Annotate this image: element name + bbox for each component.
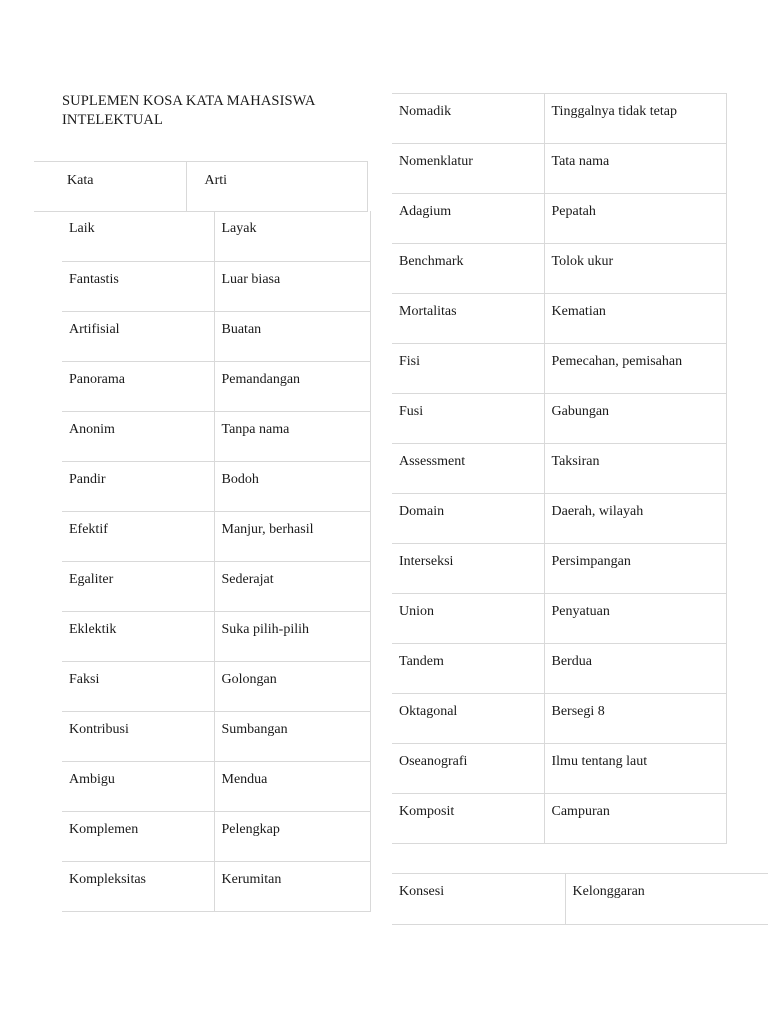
word-cell: Mortalitas [392,294,544,344]
word-cell: Fusi [392,394,544,444]
word-cell: Laik [62,211,214,261]
table-row [392,594,726,644]
table-row [62,661,370,711]
word-cell: Fantastis [62,261,214,311]
meaning-cell: Manjur, berhasil [214,511,370,561]
table-row [62,311,370,361]
table-row [392,794,726,844]
table-row [62,811,370,861]
table-row [392,394,726,444]
word-cell: Assessment [392,444,544,494]
meaning-cell: Pepatah [544,194,726,244]
word-cell: Kompleksitas [62,861,214,911]
word-cell: Artifisial [62,311,214,361]
meaning-cell: Luar biasa [214,261,370,311]
word-cell: Panorama [62,361,214,411]
table-row [62,361,370,411]
meaning-cell: Mendua [214,761,370,811]
meaning-cell: Gabungan [544,394,726,444]
word-cell: Interseksi [392,544,544,594]
header-row [34,162,367,212]
table-row [392,874,768,925]
table-row [62,611,370,661]
table-row [392,644,726,694]
word-cell: Nomenklatur [392,144,544,194]
word-cell: Pandir [62,461,214,511]
header-arti: Arti [186,162,367,212]
word-cell: Ambigu [62,761,214,811]
table-row [392,94,726,144]
meaning-cell: Bodoh [214,461,370,511]
word-cell: Nomadik [392,94,544,144]
meaning-cell: Tata nama [544,144,726,194]
meaning-cell: Pelengkap [214,811,370,861]
meaning-cell: Tinggalnya tidak tetap [544,94,726,144]
word-cell: Fisi [392,344,544,394]
meaning-cell: Berdua [544,644,726,694]
header-table [34,161,368,212]
table-row [62,411,370,461]
meaning-cell: Taksiran [544,444,726,494]
meaning-cell: Sumbangan [214,711,370,761]
word-cell: Faksi [62,661,214,711]
word-cell: Komplemen [62,811,214,861]
table-row [392,744,726,794]
table-row [62,761,370,811]
meaning-cell: Ilmu tentang laut [544,744,726,794]
word-cell: Domain [392,494,544,544]
table-row [62,511,370,561]
table-row [392,544,726,594]
meaning-cell: Pemecahan, pemisahan [544,344,726,394]
meaning-cell: Golongan [214,661,370,711]
meaning-cell: Tanpa nama [214,411,370,461]
meaning-cell: Kelonggaran [565,874,768,925]
meaning-cell: Campuran [544,794,726,844]
word-cell: Efektif [62,511,214,561]
table-row [62,211,370,261]
table-row [62,461,370,511]
left-vocab-table [62,211,371,912]
word-cell: Konsesi [392,874,565,925]
meaning-cell: Sederajat [214,561,370,611]
word-cell: Oseanografi [392,744,544,794]
table-row [392,494,726,544]
word-cell: Egaliter [62,561,214,611]
meaning-cell: Buatan [214,311,370,361]
word-cell: Eklektik [62,611,214,661]
meaning-cell: Penyatuan [544,594,726,644]
word-cell: Oktagonal [392,694,544,744]
word-cell: Benchmark [392,244,544,294]
meaning-cell: Suka pilih-pilih [214,611,370,661]
meaning-cell: Bersegi 8 [544,694,726,744]
word-cell: Komposit [392,794,544,844]
table-row [392,694,726,744]
extra-vocab-table [392,873,768,925]
page-title: SUPLEMEN KOSA KATA MAHASISWA INTELEKTUAL [62,93,315,128]
word-cell: Adagium [392,194,544,244]
table-row [392,294,726,344]
meaning-cell: Persimpangan [544,544,726,594]
meaning-cell: Daerah, wilayah [544,494,726,544]
word-cell: Anonim [62,411,214,461]
table-row [392,194,726,244]
table-row [392,144,726,194]
meaning-cell: Kematian [544,294,726,344]
table-row [62,561,370,611]
header-kata: Kata [34,162,186,212]
table-row [62,861,370,911]
table-row [392,444,726,494]
meaning-cell: Tolok ukur [544,244,726,294]
table-row [392,344,726,394]
right-vocab-table [392,93,727,844]
meaning-cell: Kerumitan [214,861,370,911]
table-row [392,244,726,294]
word-cell: Tandem [392,644,544,694]
word-cell: Kontribusi [62,711,214,761]
table-row [62,711,370,761]
word-cell: Union [392,594,544,644]
meaning-cell: Pemandangan [214,361,370,411]
meaning-cell: Layak [214,211,370,261]
table-row [62,261,370,311]
